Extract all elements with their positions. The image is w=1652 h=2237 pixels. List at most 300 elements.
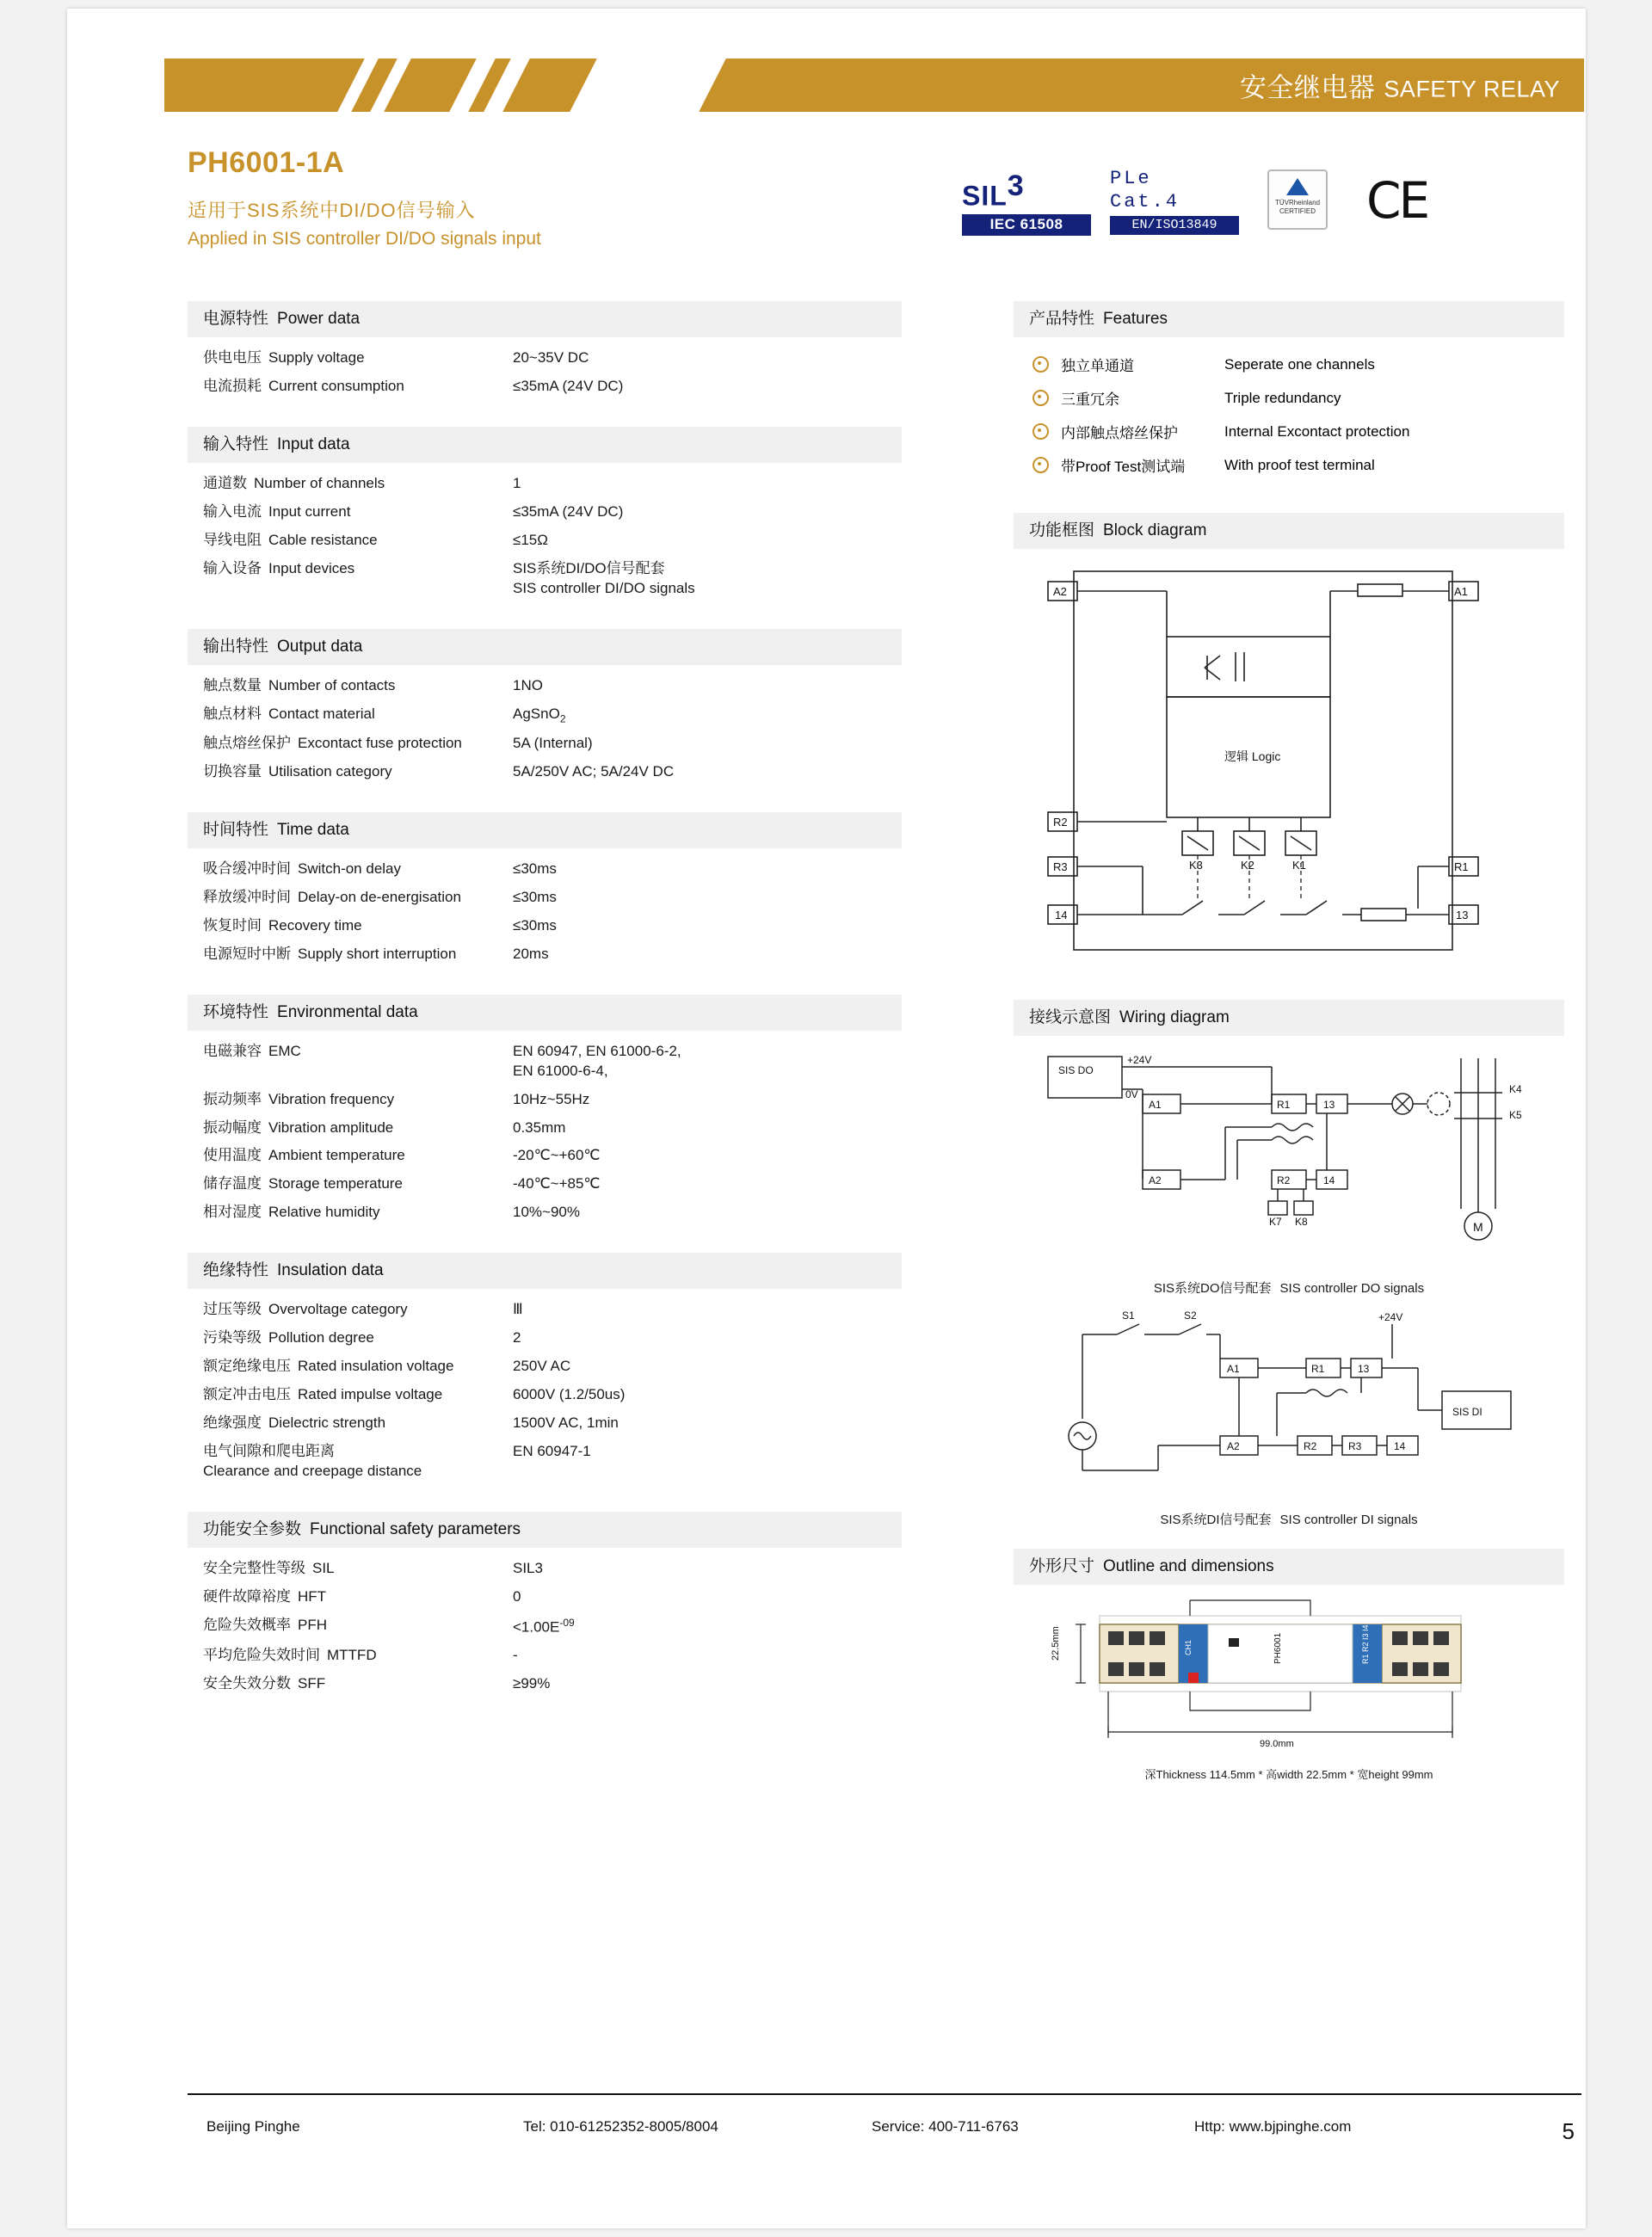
spec-label [203, 474, 513, 494]
spec-row [203, 1296, 902, 1324]
svg-text:R3: R3 [1053, 860, 1068, 873]
spec-label [203, 1385, 513, 1405]
ce-logo: CE [1366, 171, 1428, 230]
outline-heading [1014, 1549, 1564, 1585]
wiring-di-caption-cn: SIS系统DI信号配套 [1160, 1513, 1272, 1527]
spec-label-cn: 安全完整性等级 [203, 1559, 305, 1576]
header-title-cn: 安全继电器 [1239, 72, 1376, 103]
section-title-cn: 功能安全参数 [203, 1519, 302, 1538]
svg-text:K8: K8 [1295, 1216, 1308, 1228]
spec-row [203, 940, 902, 969]
section-gap [188, 1489, 902, 1512]
section-gap [188, 607, 902, 629]
svg-text:SIS DI: SIS DI [1452, 1406, 1482, 1418]
spec-label-cn: 切换容量 [203, 763, 262, 780]
spec-row [203, 1612, 902, 1642]
block-diagram-heading [1014, 513, 1564, 549]
svg-text:13: 13 [1456, 909, 1469, 921]
spec-label-cn: 释放缓冲时间 [203, 888, 291, 905]
features-title-en: Features [1103, 310, 1168, 328]
spec-label-cn: 安全失效分数 [203, 1675, 291, 1692]
datasheet-page [67, 9, 1586, 2228]
svg-text:PH6001: PH6001 [1273, 1632, 1283, 1664]
spec-label-cn: 振动频率 [203, 1090, 262, 1107]
spec-label-en: Excontact fuse protection [298, 735, 462, 752]
spec-label-en: Recovery time [268, 916, 362, 934]
spec-row [203, 1381, 902, 1409]
spec-label [203, 348, 513, 368]
spec-label [203, 1674, 513, 1694]
svg-text:R2: R2 [1053, 816, 1068, 829]
spec-label-en: Utilisation category [268, 763, 392, 780]
spec-label [203, 1090, 513, 1110]
list-item [1032, 348, 1564, 381]
spec-label-en: Supply voltage [268, 349, 365, 366]
spec-value: - [513, 1647, 518, 1664]
sil-standard: IEC 61508 [962, 214, 1091, 236]
spec-value: ≥99% [513, 1675, 551, 1692]
spec-label [203, 1587, 513, 1607]
tuv-line2: CERTIFIED [1279, 207, 1316, 215]
spec-label-en: Number of contacts [268, 676, 396, 693]
spec-value: 0 [513, 1587, 521, 1605]
spec-label [203, 1357, 513, 1377]
section-heading [188, 629, 902, 665]
svg-text:13: 13 [1358, 1363, 1370, 1375]
bullet-icon [1032, 423, 1049, 440]
section-gap [188, 1702, 902, 1724]
spec-value: 6000V (1.2/50us) [513, 1386, 626, 1403]
spec-value: AgSnO$_2$ [513, 705, 566, 724]
section-gap [188, 972, 902, 995]
section-heading [188, 812, 902, 848]
spec-value: 2 [513, 1329, 521, 1347]
spec-value: 20~35V DC [513, 349, 589, 366]
spec-value: SIL3 [513, 1559, 543, 1576]
svg-text:R1: R1 [1311, 1363, 1325, 1375]
header-stripe-5 [570, 59, 726, 112]
spec-row [203, 1642, 902, 1670]
spec-label-en: Switch-on delay [298, 860, 402, 877]
spec-label [203, 888, 513, 908]
spec-label [203, 1042, 513, 1062]
spec-row [203, 373, 902, 401]
section-title-en: Power data [277, 310, 361, 328]
spec-label-cn: 输入设备 [203, 559, 262, 576]
sil-level: 3 [1007, 169, 1025, 202]
spec-label-en: Delay-on de-energisation [298, 888, 461, 905]
svg-text:+24V: +24V [1378, 1311, 1403, 1323]
feature-cn: 独立单通道 [1061, 358, 1134, 374]
spec-row [203, 672, 902, 700]
section-gap [188, 790, 902, 812]
spec-value: EN 60947-1 [513, 1442, 591, 1459]
spec-label-cn: 触点熔丝保护 [203, 735, 291, 752]
svg-text:14: 14 [1323, 1174, 1335, 1186]
spec-value: -20℃~+60℃ [513, 1147, 601, 1164]
svg-text:M: M [1473, 1220, 1483, 1234]
svg-text:R1 R2 I3 I4: R1 R2 I3 I4 [1361, 1624, 1370, 1664]
footer-divider [188, 2093, 1581, 2095]
spec-label-cn: 输入电流 [203, 502, 262, 520]
spec-label-en: Supply short interruption [298, 945, 457, 962]
wiring-do-caption [1014, 1279, 1564, 1297]
spec-label-en: Input current [268, 502, 351, 520]
feature-en: Seperate one channels [1224, 355, 1375, 373]
features-heading [1014, 301, 1564, 337]
tuv-triangle-icon [1286, 178, 1309, 195]
svg-text:CH1: CH1 [1184, 1639, 1193, 1655]
spec-value: ≤35mA (24V DC) [513, 377, 624, 394]
outline-drawing [1014, 1590, 1564, 1782]
spec-label-cn: 相对湿度 [203, 1204, 262, 1221]
spec-label-en: HFT [298, 1587, 327, 1605]
spec-row [203, 344, 902, 373]
svg-text:A2: A2 [1053, 585, 1067, 598]
spec-value: 5A/250V AC; 5A/24V DC [513, 763, 675, 780]
page-number: 5 [1562, 2118, 1575, 2144]
list-item [1032, 448, 1564, 482]
feature-cn: 三重冗余 [1061, 391, 1119, 408]
spec-row [203, 855, 902, 884]
header-title-en: SAFETY RELAY [1384, 76, 1560, 102]
outline-title-en: Outline and dimensions [1103, 1557, 1274, 1575]
spec-label-cn: 使用温度 [203, 1147, 262, 1164]
spec-label-en: Number of channels [254, 474, 385, 491]
section-title-en: Input data [277, 434, 350, 453]
spec-label-en: Storage temperature [268, 1175, 403, 1192]
spec-label-en: EMC [268, 1042, 301, 1059]
spec-row [203, 1324, 902, 1353]
spec-label [203, 762, 513, 782]
spec-label [203, 1300, 513, 1320]
svg-text:A1: A1 [1149, 1099, 1162, 1111]
svg-text:K2: K2 [1241, 859, 1254, 872]
section-title-en: Functional safety parameters [310, 1519, 521, 1538]
features-title-cn: 产品特性 [1029, 310, 1095, 328]
svg-text:SIS DO: SIS DO [1058, 1064, 1094, 1076]
spec-label-cn: 恢复时间 [203, 916, 262, 934]
spec-label-en: Ambient temperature [268, 1147, 405, 1164]
spec-value: 10Hz~55Hz [513, 1090, 590, 1107]
ple-line2: Cat.4 [1110, 191, 1180, 213]
spec-row [203, 1353, 902, 1381]
spec-label [203, 1118, 513, 1138]
svg-text:R1: R1 [1454, 860, 1469, 873]
spec-label-cn: 电源短时中断 [203, 945, 291, 962]
sil-text: SIL [962, 180, 1008, 212]
svg-text:13: 13 [1323, 1099, 1335, 1111]
section-title-en: Environmental data [277, 1002, 418, 1021]
spec-label-cn: 电磁兼容 [203, 1042, 262, 1059]
tuv-logo [1267, 169, 1328, 230]
spec-row [203, 555, 902, 603]
svg-text:A1: A1 [1454, 585, 1468, 598]
footer-tel: Tel: 010-61252352-8005/8004 [523, 2118, 718, 2135]
spec-label-cn: 电流损耗 [203, 377, 262, 394]
spec-label [203, 559, 513, 579]
feature-cn: 带Proof Test测试端 [1061, 459, 1186, 475]
spec-label-en: Cable resistance [268, 531, 378, 548]
spec-label-cn: 危险失效概率 [203, 1616, 291, 1633]
section-title-en: Output data [277, 637, 363, 656]
spec-label-en: Rated impulse voltage [298, 1386, 443, 1403]
svg-text:K3: K3 [1189, 859, 1203, 872]
spec-label [203, 945, 513, 964]
block-diagram-title-cn: 功能框图 [1029, 521, 1095, 539]
section-title-en: Insulation data [277, 1261, 384, 1280]
spec-label [203, 1146, 513, 1166]
ple-standard: EN/ISO13849 [1110, 216, 1239, 235]
spec-label-en: SIL [312, 1559, 335, 1576]
spec-row [203, 730, 902, 758]
svg-text:A2: A2 [1149, 1174, 1162, 1186]
wiring-diagram-heading [1014, 1000, 1564, 1036]
list-item [1032, 381, 1564, 415]
product-subtitle-cn: 适用于SIS系统中DI/DO信号输入 [188, 200, 476, 221]
spec-value: ≤35mA (24V DC) [513, 502, 624, 520]
spec-row [203, 912, 902, 940]
spec-row [203, 498, 902, 527]
spec-row [203, 1409, 902, 1438]
spec-label-en: Current consumption [268, 377, 404, 394]
spec-label [203, 676, 513, 696]
section-title-cn: 电源特性 [203, 310, 269, 328]
spec-label-cn: 额定冲击电压 [203, 1386, 291, 1403]
section-heading [188, 995, 902, 1031]
spec-value: 0.35mm [513, 1118, 566, 1136]
section-rows [188, 463, 902, 607]
spec-label-en: MTTFD [327, 1647, 377, 1664]
right-column [1014, 301, 1564, 1782]
spec-label [203, 1442, 513, 1482]
feature-en: Internal Excontact protection [1224, 422, 1410, 440]
ple-line1: PLe [1110, 168, 1152, 189]
feature-en: Triple redundancy [1224, 389, 1341, 406]
spec-label [203, 502, 513, 522]
spec-value: EN 60947, EN 61000-6-2, EN 61000-6-4, [513, 1042, 681, 1079]
section-gap [188, 1230, 902, 1253]
spec-label-en: Dielectric strength [268, 1414, 386, 1432]
spec-value: 5A (Internal) [513, 735, 593, 752]
spec-value: 20ms [513, 945, 549, 962]
spec-label-en: Relative humidity [268, 1204, 380, 1221]
spec-row [203, 1438, 902, 1486]
spec-label [203, 1174, 513, 1194]
wiring-diagram-di [1014, 1307, 1564, 1528]
spec-label-en: Input devices [268, 559, 355, 576]
wiring-title-cn: 接线示意图 [1029, 1008, 1112, 1026]
spec-row [203, 1170, 902, 1199]
spec-label [203, 1414, 513, 1433]
section-gap [188, 404, 902, 427]
spec-label-en: Rated insulation voltage [298, 1358, 454, 1375]
spec-row [203, 1583, 902, 1612]
svg-text:+24V: +24V [1127, 1054, 1152, 1066]
section-heading [188, 427, 902, 463]
spec-label-en: Overvoltage category [268, 1301, 408, 1318]
spec-label-en: Pollution degree [268, 1329, 374, 1347]
ple-logo [1110, 168, 1239, 235]
spec-label-en: Contact material [268, 705, 375, 722]
specifications-column [188, 301, 902, 1724]
spec-label-cn: 污染等级 [203, 1329, 262, 1347]
spec-value: SIS系统DI/DO信号配套 SIS controller DI/DO signals [513, 559, 695, 596]
svg-text:逻辑 Logic: 逻辑 Logic [1224, 749, 1281, 763]
spec-label-en: SFF [298, 1675, 326, 1692]
spec-label-cn: 平均危险失效时间 [203, 1647, 320, 1664]
spec-label [203, 705, 513, 724]
spec-row [203, 1114, 902, 1143]
spec-label-cn: 绝缘强度 [203, 1414, 262, 1432]
section-title-cn: 环境特性 [203, 1002, 269, 1021]
spec-label-cn: 触点材料 [203, 705, 262, 722]
spec-value: 1500V AC, 1min [513, 1414, 619, 1432]
spec-value: 1 [513, 474, 521, 491]
svg-text:0V: 0V [1125, 1088, 1138, 1100]
wiring-do-caption-en: SIS controller DO signals [1279, 1281, 1425, 1296]
spec-label [203, 734, 513, 754]
sil-logo [962, 169, 1091, 232]
svg-text:S1: S1 [1122, 1310, 1135, 1322]
spec-label [203, 916, 513, 936]
spec-label-cn: 供电电压 [203, 349, 262, 366]
spec-value: ≤30ms [513, 888, 557, 905]
spec-label [203, 1328, 513, 1348]
features-list [1014, 337, 1564, 482]
spec-label-en: PFH [298, 1616, 327, 1633]
spec-value: 1NO [513, 676, 543, 693]
spec-label-cn: 硬件故障裕度 [203, 1587, 291, 1605]
section-rows [188, 337, 902, 404]
spec-row [203, 700, 902, 730]
svg-text:R2: R2 [1304, 1440, 1317, 1452]
spec-value: ≤15Ω [513, 531, 548, 548]
bullet-icon [1032, 390, 1049, 406]
block-diagram [1014, 554, 1564, 984]
section-heading [188, 1253, 902, 1289]
spec-row [203, 1142, 902, 1170]
wiring-di-caption-en: SIS controller DI signals [1279, 1513, 1418, 1527]
spec-label-cn: 储存温度 [203, 1175, 262, 1192]
wiring-diagram-do [1014, 1041, 1564, 1297]
section-title-cn: 输入特性 [203, 434, 269, 453]
header-title [1240, 66, 1560, 105]
spec-label [203, 377, 513, 397]
spec-label-en: Vibration amplitude [268, 1118, 394, 1136]
svg-text:K5: K5 [1509, 1109, 1522, 1121]
section-rows [188, 1031, 902, 1231]
spec-label [203, 860, 513, 879]
spec-row [203, 758, 902, 786]
section-title-en: Time data [277, 820, 349, 839]
svg-text:R1: R1 [1277, 1099, 1291, 1111]
footer-website: Http: www.bjpinghe.com [1194, 2118, 1352, 2135]
svg-text:K1: K1 [1292, 859, 1306, 872]
spec-label-en: Vibration frequency [268, 1090, 395, 1107]
svg-text:14: 14 [1055, 909, 1068, 921]
spec-row [203, 1670, 902, 1698]
section-rows [188, 665, 902, 790]
footer-company: Beijing Pinghe [206, 2118, 300, 2135]
bullet-icon [1032, 356, 1049, 373]
section-title-cn: 输出特性 [203, 637, 269, 656]
wiring-do-caption-cn: SIS系统DO信号配套 [1153, 1281, 1272, 1296]
svg-text:A1: A1 [1227, 1363, 1240, 1375]
spec-value: -40℃~+85℃ [513, 1175, 601, 1192]
section-heading [188, 1512, 902, 1548]
feature-cn: 内部触点熔丝保护 [1061, 425, 1178, 441]
spec-label [203, 1559, 513, 1579]
spec-label-cn: 通道数 [203, 474, 247, 491]
footer-service: Service: 400-711-6763 [872, 2118, 1019, 2135]
spec-row [203, 1038, 902, 1086]
svg-text:R2: R2 [1277, 1174, 1291, 1186]
spec-label [203, 531, 513, 551]
svg-text:S2: S2 [1184, 1310, 1197, 1322]
svg-text:K7: K7 [1269, 1216, 1282, 1228]
feature-en: With proof test terminal [1224, 456, 1375, 473]
product-model: PH6001-1A [188, 146, 345, 179]
spec-label-cn: 导线电阻 [203, 531, 262, 548]
outline-note: 深Thickness 114.5mm * 高width 22.5mm * 宽height 99mm [1144, 1768, 1433, 1781]
list-item [1032, 415, 1564, 448]
block-diagram-title-en: Block diagram [1103, 521, 1207, 539]
product-subtitle-en: Applied in SIS controller DI/DO signals input [188, 229, 541, 249]
spec-row [203, 1086, 902, 1114]
wiring-title-en: Wiring diagram [1119, 1008, 1230, 1026]
outline-height-label: 22.5mm [1051, 1626, 1061, 1661]
spec-label-cn: 额定绝缘电压 [203, 1358, 291, 1375]
spec-label [203, 1203, 513, 1223]
section-rows [188, 1289, 902, 1489]
svg-text:K4: K4 [1509, 1083, 1522, 1095]
spec-value: 10%~90% [513, 1204, 580, 1221]
spec-label [203, 1646, 513, 1666]
spec-label-cn: 过压等级 [203, 1301, 262, 1318]
wiring-di-caption [1014, 1510, 1564, 1528]
spec-value: Ⅲ [513, 1301, 523, 1318]
svg-text:R3: R3 [1348, 1440, 1362, 1452]
spec-label-cn: 电气间隙和爬电距离 Clearance and creepage distance [203, 1442, 422, 1479]
spec-value: 250V AC [513, 1358, 571, 1375]
outline-width-label: 99.0mm [1260, 1739, 1294, 1749]
spec-value: ≤30ms [513, 916, 557, 934]
page-footer [188, 2108, 1581, 2160]
page-header [67, 59, 1586, 112]
certification-logos [962, 168, 1487, 232]
spec-label [203, 1616, 513, 1636]
section-rows [188, 1548, 902, 1702]
bullet-icon [1032, 457, 1049, 473]
tuv-line1: TÜVRheinland [1274, 199, 1321, 206]
spec-row [203, 527, 902, 555]
spec-row [203, 1199, 902, 1227]
svg-text:14: 14 [1394, 1440, 1406, 1452]
spec-value: ≤30ms [513, 860, 557, 877]
spec-row [203, 470, 902, 498]
spec-label-cn: 振动幅度 [203, 1118, 262, 1136]
spec-row [203, 1555, 902, 1583]
svg-text:A2: A2 [1227, 1440, 1240, 1452]
spec-value: $<1.00E^{-09}$ [513, 1616, 575, 1636]
section-rows [188, 848, 902, 972]
spec-row [203, 884, 902, 912]
section-title-cn: 绝缘特性 [203, 1261, 269, 1280]
section-heading [188, 301, 902, 337]
section-title-cn: 时间特性 [203, 820, 269, 839]
outline-title-cn: 外形尺寸 [1029, 1557, 1095, 1575]
